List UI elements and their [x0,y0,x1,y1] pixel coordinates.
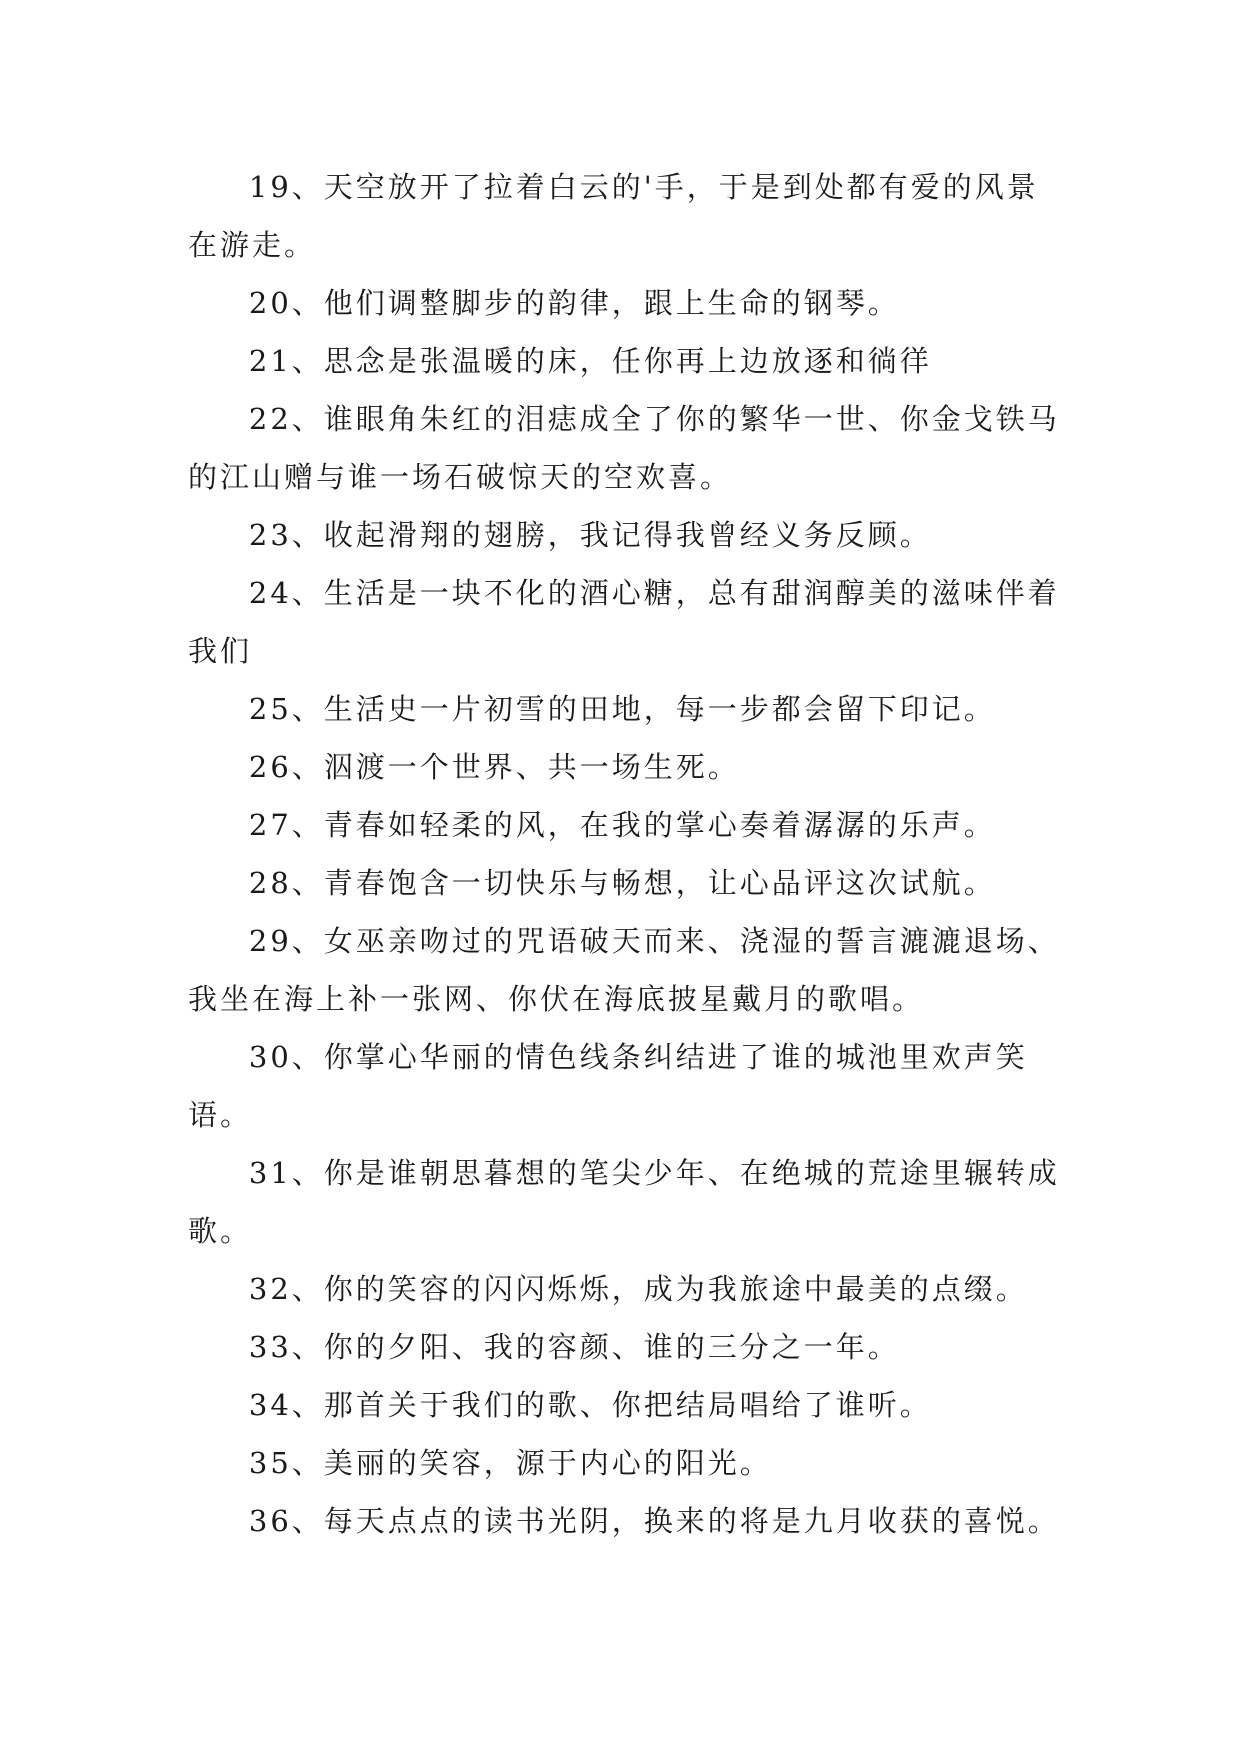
paragraph-30: 30、你掌心华丽的情色线条纠结进了谁的城池里欢声笑语。 [188,1040,1028,1132]
paragraph-25: 25、生活史一片初雪的田地，每一步都会留下印记。 [248,692,996,726]
paragraph-32: 32、你的笑容的闪闪烁烁，成为我旅途中最美的点缀。 [248,1272,1028,1306]
paragraph-36: 36、每天点点的读书光阴，换来的将是九月收获的喜悦。 [248,1504,1060,1538]
paragraph-23: 23、收起滑翔的翅膀，我记得我曾经义务反顾。 [248,518,932,552]
paragraph-29: 29、女巫亲吻过的咒语破天而来、浇湿的誓言漉漉退场、我坐在海上补一张网、你伏在海底披星戴月的歌唱。 [188,924,1060,1016]
paragraph-24: 24、生活是一块不化的酒心糖，总有甜润醇美的滋味伴着我们 [188,576,1060,668]
paragraph-21: 21、思念是张温暖的床，任你再上边放逐和徜徉 [248,344,932,378]
paragraph-31: 31、你是谁朝思暮想的笔尖少年、在绝城的荒途里辗转成歌。 [188,1156,1060,1248]
paragraph-20: 20、他们调整脚步的韵律，跟上生命的钢琴。 [248,286,900,320]
document-body [188,158,1068,1550]
paragraph-26: 26、泅渡一个世界、共一场生死。 [248,750,740,784]
paragraph-27: 27、青春如轻柔的风，在我的掌心奏着潺潺的乐声。 [248,808,996,842]
paragraph-22: 22、谁眼角朱红的泪痣成全了你的繁华一世、你金戈铁马的江山赠与谁一场石破惊天的空欢喜。 [188,402,1060,494]
paragraph-19: 19、天空放开了拉着白云的'手，于是到处都有爱的风景在游走。 [188,170,1039,262]
paragraph-35: 35、美丽的笑容，源于内心的阳光。 [248,1446,772,1480]
paragraph-33: 33、你的夕阳、我的容颜、谁的三分之一年。 [248,1330,900,1364]
paragraph-34: 34、那首关于我们的歌、你把结局唱给了谁听。 [248,1388,932,1422]
paragraph-28: 28、青春饱含一切快乐与畅想，让心品评这次试航。 [248,866,996,900]
